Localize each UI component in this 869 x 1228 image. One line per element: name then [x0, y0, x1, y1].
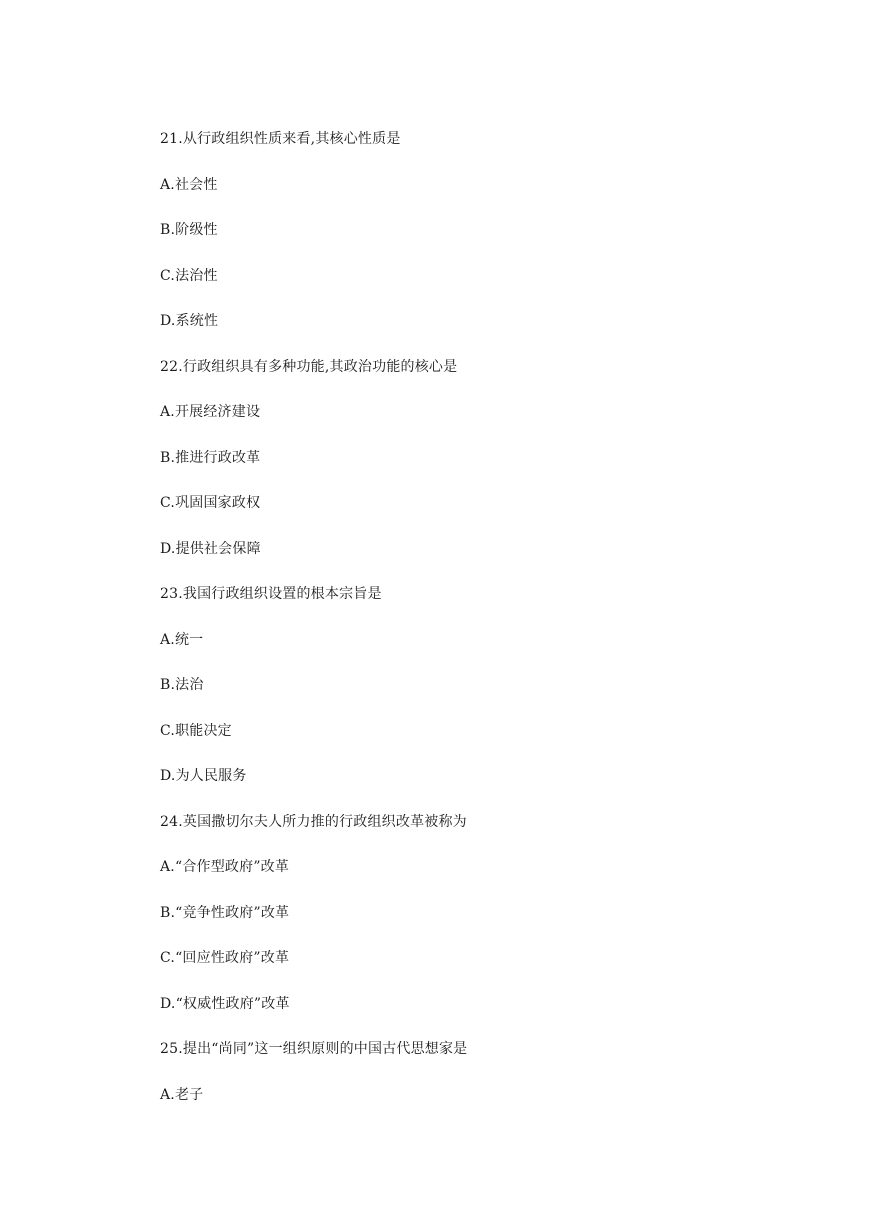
option-d: D.提供社会保障 [160, 540, 261, 557]
question-25 [160, 1037, 800, 1128]
option-a: A.“合作型政府”改革 [160, 859, 290, 875]
option-b: B.“竞争性政府”改革 [160, 904, 290, 921]
option-a: A.社会性 [160, 176, 218, 193]
question-22 [160, 355, 800, 583]
option-d: D.系统性 [160, 313, 219, 329]
question-stem: 22.行政组织具有多种功能,其政治功能的核心是 [160, 358, 458, 375]
question-stem: 23.我国行政组织设置的根本宗旨是 [160, 586, 382, 602]
question-list [160, 127, 800, 1128]
question-stem: 21.从行政组织性质来看,其核心性质是 [160, 131, 401, 147]
option-d: D.“权威性政府”改革 [160, 995, 290, 1012]
question-23 [160, 582, 800, 810]
question-stem: 25.提出“尚同”这一组织原则的中国古代思想家是 [160, 1041, 468, 1057]
option-c: C.巩固国家政权 [160, 495, 261, 511]
option-c: C.职能决定 [160, 722, 232, 739]
question-stem: 24.英国撒切尔夫人所力推的行政组织改革被称为 [160, 813, 467, 830]
option-b: B.阶级性 [160, 222, 218, 238]
option-b: B.法治 [160, 677, 204, 693]
option-a: A.统一 [160, 631, 204, 648]
option-c: C.法治性 [160, 267, 218, 284]
option-d: D.为人民服务 [160, 768, 247, 784]
option-a: A.老子 [160, 1086, 204, 1103]
option-c: C.“回应性政府”改革 [160, 950, 290, 966]
question-24 [160, 810, 800, 1038]
question-21 [160, 127, 800, 355]
option-a: A.开展经济建设 [160, 404, 261, 420]
option-b: B.推进行政改革 [160, 449, 261, 466]
